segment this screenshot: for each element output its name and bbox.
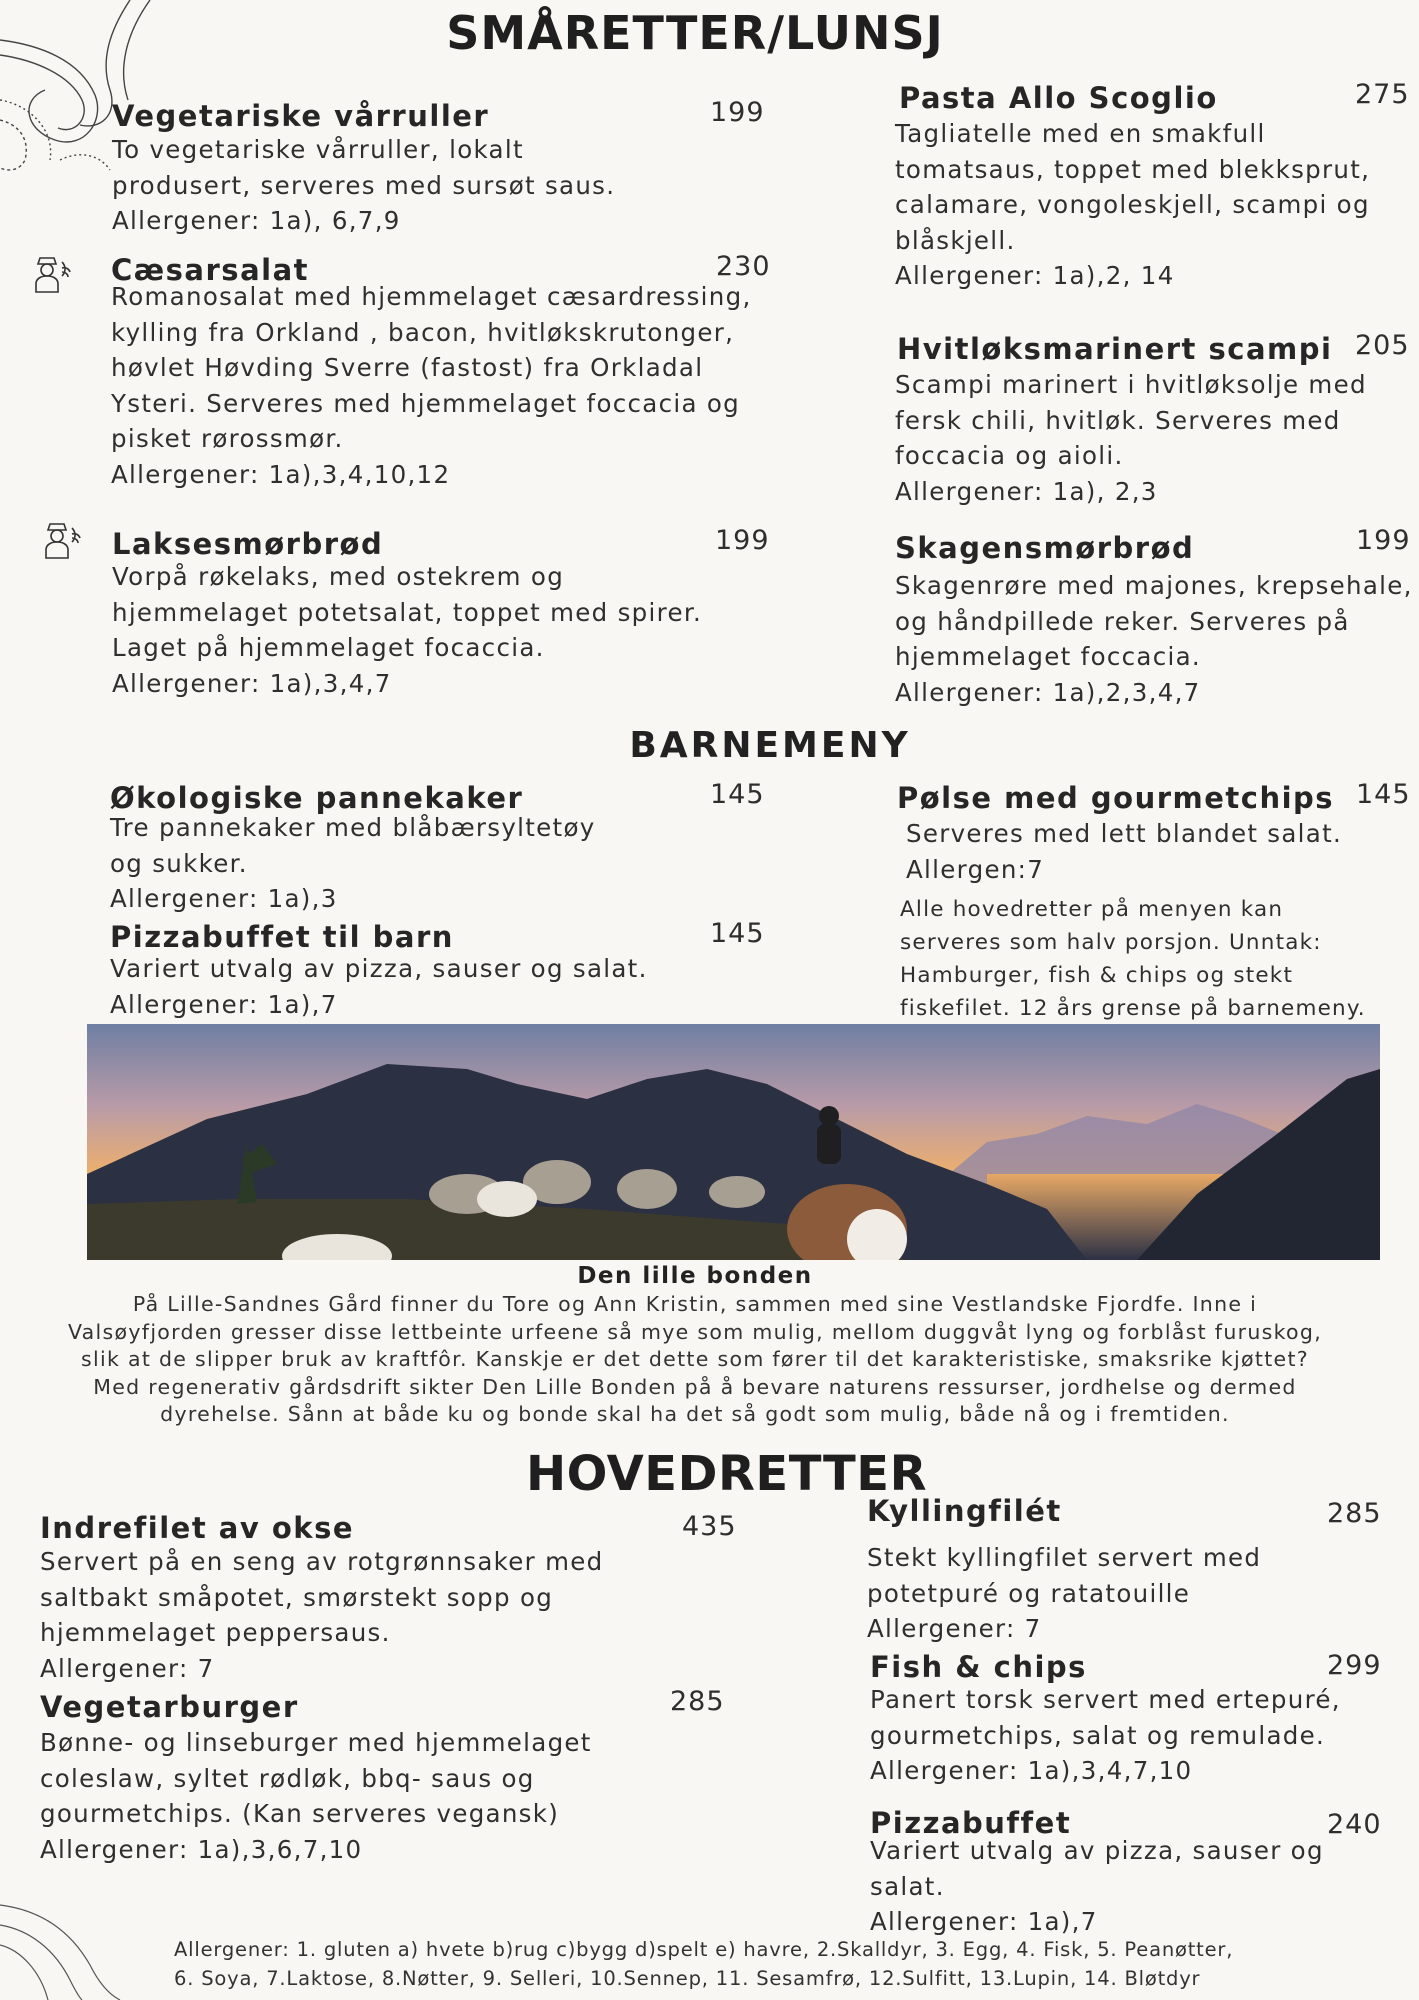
dish-name: Skagensmørbrød	[895, 531, 1195, 565]
dish-description: Bønne- og linseburger med hjemmelaget coleslaw, syltet rødløk, bbq- saus og gourmetchips. (Kan serveres vegansk) Allergener: 1a),3,6,7,10	[40, 1728, 592, 1864]
dish-name: Pølse med gourmetchips	[897, 781, 1335, 815]
dish-price: 285	[1327, 1498, 1382, 1529]
landscape-photo	[87, 1024, 1380, 1260]
dish-name: Laksesmørbrød	[112, 527, 384, 561]
half-portion-note: Alle hovedretter på menyen kan serveres som halv porsjon. Unntak: Hamburger, fish & chips og stekt fiskefilet. 12 års grense på barnemeny.	[900, 897, 1366, 1021]
section-title-barnemeny: BARNEMENY	[629, 725, 911, 766]
dish-price: 285	[670, 1686, 725, 1717]
dish-description: Variert utvalg av pizza, sauser og salat. Allergener: 1a),7	[870, 1836, 1324, 1936]
dish-name: Pasta Allo Scoglio	[899, 81, 1218, 115]
dish-description: Panert torsk servert med ertepuré, gourmetchips, salat og remulade. Allergener: 1a),3,4,7,10	[870, 1685, 1341, 1785]
dish-price: 205	[1355, 330, 1410, 361]
dish-name: Vegetarburger	[40, 1690, 299, 1724]
dish-description: Tagliatelle med en smakfull tomatsaus, toppet med blekksprut, calamare, vongoleskjell, scampi og blåskjell. Allergener: 1a),2, 14	[895, 119, 1371, 290]
story-text: På Lille-Sandnes Gård finner du Tore og Ann Kristin, sammen med sine Vestlandske Fjordfe. Inne i Valsøyfjorden gresser disse lettbeinte urfeene så mye som mulig, mellom duggvåt lyng og forblåst furuskog, slik at de slipper bruk av kraftfôr. Kanskje er det dette som fører til det karakteristiske, smaksrike kjøttet? Med regenerativ gårdsdrift sikter Den Lille Bonden på å bevare naturens ressurser, jordhelse og dermed dyrehelse. Sånn at både ku og bonde skal ha det så godt som mulig, både nå og i fremtiden.	[67, 1292, 1323, 1426]
dish-name: Vegetariske vårruller	[112, 99, 490, 133]
dish-name: Cæsarsalat	[111, 253, 310, 287]
dish-name: Fish & chips	[870, 1650, 1087, 1684]
dish-price: 199	[715, 525, 770, 556]
dish-description: Romanosalat med hjemmelaget cæsardressing, kylling fra Orkland , bacon, hvitløkskrutonger, høvlet Høvding Sverre (fastost) fra Orkladal Ysteri. Serveres med hjemmelaget foccacia og pisket rørossmør. Allergener: 1a),3,4,10,12	[111, 282, 752, 489]
dish-price: 199	[710, 97, 765, 128]
dish-name: Økologiske pannekaker	[110, 781, 524, 815]
dish-name: Pizzabuffet til barn	[110, 920, 454, 954]
dish-price: 299	[1327, 1650, 1382, 1681]
dish-description: Serveres med lett blandet salat. Allergen:7	[906, 819, 1343, 884]
dish-price: 145	[1356, 779, 1411, 810]
dish-name: Indrefilet av okse	[40, 1511, 354, 1545]
chef-icon	[30, 254, 74, 298]
dish-price: 435	[682, 1511, 737, 1542]
dish-description: Tre pannekaker med blåbærsyltetøy og sukker. Allergener: 1a),3	[110, 813, 596, 913]
dish-price: 230	[716, 251, 771, 282]
dish-description: To vegetariske vårruller, lokalt produsert, serveres med sursøt saus. Allergener: 1a), 6,7,9	[112, 135, 616, 235]
dish-description: Scampi marinert i hvitløksolje med fersk chili, hvitløk. Serveres med foccacia og aioli. Allergener: 1a), 2,3	[895, 370, 1367, 506]
topographic-lines-decoration	[0, 1890, 160, 2000]
section-title-smaretter: SMÅRETTER/LUNSJ	[446, 6, 944, 60]
chef-icon	[40, 520, 84, 564]
dish-description: Vorpå røkelaks, med ostekrem og hjemmelaget potetsalat, toppet med spirer. Laget på hjemmelaget focaccia. Allergener: 1a),3,4,7	[112, 562, 703, 698]
section-title-hovedretter: HOVEDRETTER	[525, 1446, 928, 1502]
dish-price: 145	[710, 779, 765, 810]
story-title: Den lille bonden	[577, 1263, 813, 1289]
dish-description: Servert på en seng av rotgrønnsaker med saltbakt småpotet, smørstekt sopp og hjemmelaget peppersaus. Allergener: 7	[40, 1547, 604, 1683]
dish-name: Kyllingfilét	[867, 1494, 1062, 1528]
dish-description: Skagenrøre med majones, krepsehale, og håndpillede reker. Serveres på hjemmelaget foccacia. Allergener: 1a),2,3,4,7	[895, 571, 1413, 707]
allergen-legend: Allergener: 1. gluten a) hvete b)rug c)bygg d)spelt e) havre, 2.Skalldyr, 3. Egg, 4. Fisk, 5. Peanøtter, 6. Soya, 7.Laktose, 8.Nøtter, 9. Selleri, 10.Sennep, 11. Sesamfrø, 12.Sulfitt, 13.Lupin, 14. Bløtdyr	[174, 1938, 1234, 1990]
dish-description: Stekt kyllingfilet servert med potetpuré og ratatouille Allergener: 7	[867, 1543, 1262, 1643]
dish-price: 240	[1327, 1809, 1382, 1840]
dish-name: Hvitløksmarinert scampi	[897, 332, 1333, 366]
dish-name: Pizzabuffet	[870, 1806, 1072, 1840]
dish-description: Variert utvalg av pizza, sauser og salat. Allergener: 1a),7	[110, 954, 648, 1019]
dish-price: 199	[1356, 525, 1411, 556]
dish-price: 275	[1355, 79, 1410, 110]
dish-price: 145	[710, 918, 765, 949]
